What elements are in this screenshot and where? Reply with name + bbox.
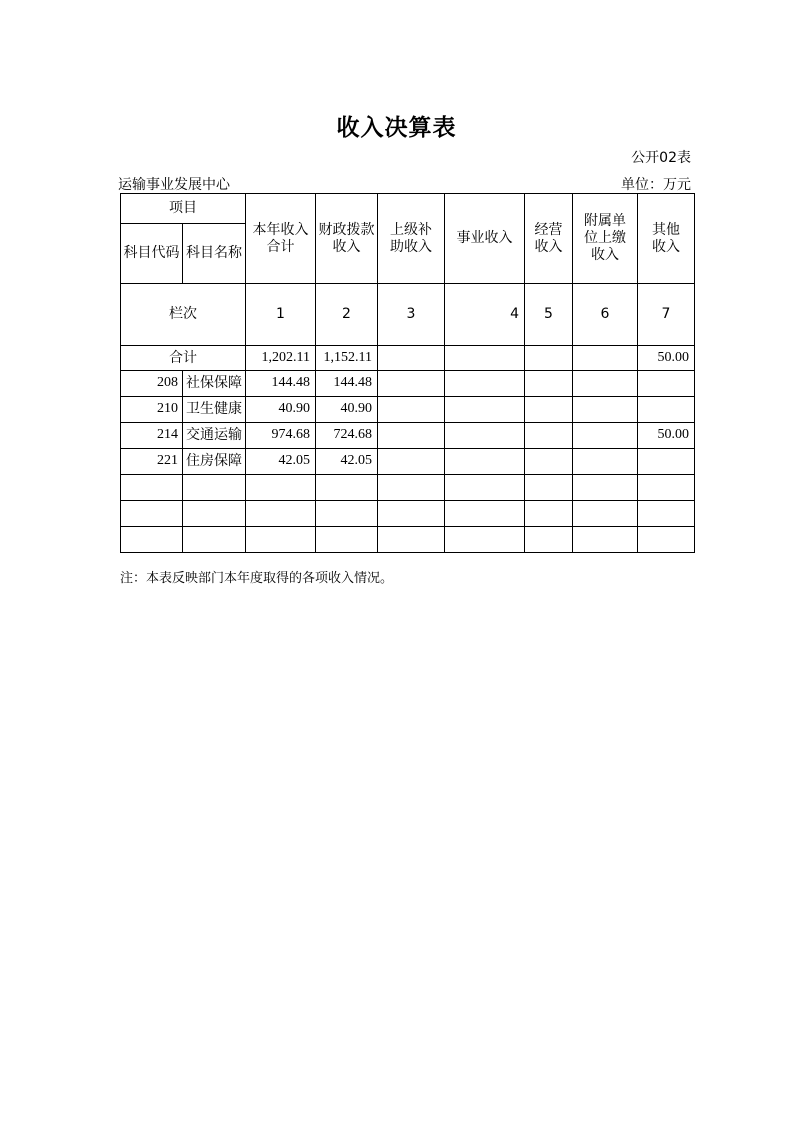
header-col-2 [316,194,378,284]
income-table [120,193,695,553]
row-code [121,527,183,553]
unit-label: 单位：万元 [621,177,691,193]
row-cell [378,423,445,449]
rowno-label: 栏次 [121,284,246,346]
row-cell [246,475,316,501]
table-row [121,397,695,423]
header-col-1-line-1: 本年收入 [252,221,309,238]
rowno-row [121,284,695,346]
row-cell [525,475,573,501]
row-cell: 40.90 [316,397,378,423]
header-col-6-line-2: 位上缴 [584,230,626,247]
row-cell [445,449,525,475]
row-cell: 42.05 [316,449,378,475]
row-code [121,501,183,527]
row-cell: 144.48 [246,371,316,397]
row-name: 卫生健康 [183,397,246,423]
header-col-5 [525,194,573,284]
header-col-7 [638,194,695,284]
row-cell [573,501,638,527]
header-col-6-line-1: 附属单 [584,213,626,230]
header-col-6-line-3: 收入 [591,246,619,263]
row-cell [525,449,573,475]
row-cell [316,475,378,501]
row-cell [638,501,695,527]
header-col-7-line-2: 收入 [652,238,680,255]
row-cell [573,449,638,475]
header-col-5-line-1: 经营 [534,221,563,238]
row-cell [246,527,316,553]
rowno-2: 2 [316,284,378,346]
rowno-3: 3 [378,284,445,346]
row-cell [445,501,525,527]
row-cell [525,423,573,449]
row-cell [573,475,638,501]
table-row [121,501,695,527]
total-cell: 50.00 [638,346,695,371]
total-label: 合计 [121,346,246,371]
row-cell: 974.68 [246,423,316,449]
total-cell [573,346,638,371]
row-cell: 50.00 [638,423,695,449]
header-col-2-line-1: 财政拨款 [318,221,375,238]
row-cell [638,527,695,553]
row-cell [445,423,525,449]
row-cell [378,397,445,423]
row-code: 221 [121,449,183,475]
row-name: 交通运输 [183,423,246,449]
header-row-1 [121,194,695,224]
row-cell: 724.68 [316,423,378,449]
row-cell: 42.05 [246,449,316,475]
total-cell: 1,152.11 [316,346,378,371]
row-cell [316,527,378,553]
row-code: 214 [121,423,183,449]
row-cell [445,397,525,423]
row-cell [378,475,445,501]
table-row [121,475,695,501]
header-item: 项目 [121,194,246,224]
header-col-2-line-2: 收入 [332,238,361,255]
row-code: 210 [121,397,183,423]
header-code: 科目代码 [121,224,183,284]
header-col-7-line-1: 其他 [652,221,680,238]
row-cell [573,371,638,397]
row-name [183,475,246,501]
row-cell [525,501,573,527]
row-cell [378,449,445,475]
page-title: 收入决算表 [336,115,457,141]
total-row [121,346,695,371]
header-col-6 [573,194,638,284]
row-code: 208 [121,371,183,397]
row-cell [638,449,695,475]
rowno-6: 6 [573,284,638,346]
row-cell [573,423,638,449]
row-cell [316,501,378,527]
total-cell [378,346,445,371]
rowno-1: 1 [246,284,316,346]
form-number: 公开02表 [631,150,691,166]
header-col-4 [445,194,525,284]
header-col-3 [378,194,445,284]
row-cell: 40.90 [246,397,316,423]
row-cell [638,397,695,423]
row-cell [573,397,638,423]
row-cell [525,371,573,397]
total-cell: 1,202.11 [246,346,316,371]
rowno-7: 7 [638,284,695,346]
row-cell: 144.48 [316,371,378,397]
header-col-1-line-2: 合计 [266,238,295,255]
table-row [121,527,695,553]
organization-name: 运输事业发展中心 [118,177,230,193]
row-cell [246,501,316,527]
rowno-5: 5 [525,284,573,346]
header-col-1 [246,194,316,284]
row-cell [445,371,525,397]
total-cell [445,346,525,371]
row-cell [445,475,525,501]
header-col-3-line-1: 上级补 [390,221,432,238]
row-cell [378,501,445,527]
row-cell [573,527,638,553]
table-note: 注：本表反映部门本年度取得的各项收入情况。 [120,571,394,586]
total-cell [525,346,573,371]
header-col-5-line-2: 收入 [534,238,563,255]
table-row [121,371,695,397]
row-cell [525,527,573,553]
rowno-4: 4 [445,284,525,346]
row-cell [638,475,695,501]
row-cell [378,371,445,397]
row-name [183,527,246,553]
header-col-4-line-1: 事业收入 [456,230,513,247]
row-cell [525,397,573,423]
table-row [121,423,695,449]
row-name [183,501,246,527]
table-row [121,449,695,475]
row-cell [378,527,445,553]
row-name: 住房保障 [183,449,246,475]
header-col-3-line-2: 助收入 [390,238,432,255]
row-cell [445,527,525,553]
row-code [121,475,183,501]
row-cell [638,371,695,397]
row-name: 社保保障 [183,371,246,397]
header-name: 科目名称 [183,224,246,284]
